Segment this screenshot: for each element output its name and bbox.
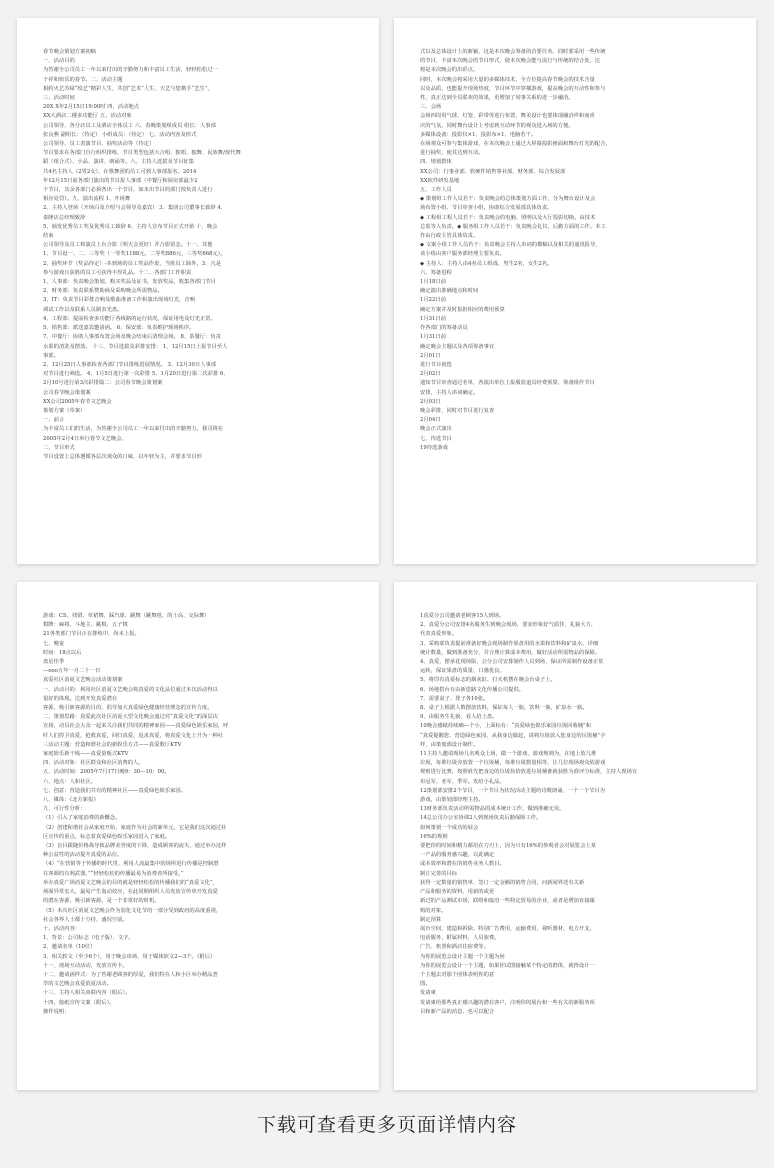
text-line: 三、活动时间 — [43, 95, 75, 102]
text-line: 布冠军、亚军、季军。发给小礼品。 — [420, 778, 505, 785]
text-line: 1、人事部：负责晚会策划，购买奖品及证书，发放奖品，收集各部门节目 — [43, 279, 216, 286]
text-line: 展台空间，建造和拆除，特别广告费用，运输费用，视听器材，电力开支， — [420, 925, 595, 932]
text-line: 游戏，由策划部经理主持。 — [420, 797, 484, 804]
text-line: 8、桌子上根据人数摆放饮料，保证每人一瓶，饮料一瓶，矿泉水一瓶。 — [420, 705, 588, 712]
text-line: 11主持人邀请现场几名观众上场，做一个游戏，游戏规则为，在地上放几堆 — [420, 751, 597, 758]
text-line: 五、工作人员 — [420, 187, 452, 194]
text-line: 为丰富员工们的生活，为答谢全公司员工一年以来付出的辛勤努力，我司将在 — [43, 426, 224, 433]
text-line: 的潜在客源，吸引新客源，是一个非常好的时机。 — [43, 898, 160, 905]
text-line: 4、工程部：提前检查多功能厅各线路的运行状况，保证用电及灯光正常。 — [43, 315, 216, 322]
text-line: 样，由策划部设计制作。 — [420, 741, 479, 748]
text-line: 电话服务，附属材料，人员旅费。 — [420, 935, 500, 942]
text-line: （4）“在营销等于传播的时代里，利用人流最集中的场所进行传播是控制潜 — [43, 861, 219, 868]
text-line: 个祥和快乐的春节。二、活动主题 — [43, 76, 123, 83]
text-line: 相应处罚）。九、演出流程 1、开场舞 — [43, 196, 131, 203]
text-line: 社会各界人士都十分持，盛况空前。 — [43, 916, 128, 923]
text-line: 棋牌：麻将、斗地主、跳棋、五子棋 — [43, 622, 128, 629]
text-line: 2月01日 — [420, 352, 441, 359]
text-line: 3、采购部负责提前准备好晚会现场制作果盘用的水果和饮料和矿泉水，详细 — [420, 640, 599, 647]
text-line: 在场观众可参与集体游戏，在本次晚会上通过大屏幕投影画面和舞台灯光的配合， — [420, 141, 611, 148]
text-line: 张良燕 副组长：（待定） 小组成员：（待定） 七、活动内容及形式 — [43, 131, 197, 138]
text-line: 为你的展览会设计一个主题，如果你试图接触某个特定的群体，就得设计一 — [420, 962, 595, 969]
text-line: 3、IT：负责节目彩排音响及歌曲准备工作和演出现场灯光、音响 — [43, 297, 196, 304]
text-line: 确定演出准确地点和时间 — [420, 288, 479, 295]
text-line: 六、地点：人和社区。 — [43, 778, 96, 785]
text-line: 1、背景：公司标志（电子版）、文字。 — [43, 935, 134, 942]
text-line: 策划方案（草案） — [43, 407, 86, 414]
text-line: 客源，吸引新客源的目的，倡导加大真爱绿色健康经营理念的宣传力度。 — [43, 705, 213, 712]
text-line: 庆的气氛，同时舞台设计上考虑到互动环节的观众进入场的方便。 — [420, 122, 574, 129]
text-line: 相约火艺苏绿“绘艺”精彩人生，共创“艺术”人生、天艺与您携手“艺生”。 — [43, 85, 213, 92]
text-line: （3）盲目跟随价格战导致品牌美誉度的下降，造成顾客的流失，通过举办这样 — [43, 843, 227, 850]
text-line: 该小组由客户服务部经理主要负责。 — [420, 251, 505, 258]
text-line: 5、将印有真爱标志的烟灰缸、打火机摆在晚会台桌子上。 — [420, 677, 556, 684]
text-line: ◆ 工程组工程人员若干：负责晚会的电脑、照明以及大厅投影切换。由技术 — [420, 214, 596, 221]
text-line: 四、规划群体 — [420, 159, 452, 166]
text-line: 三活动主题：营造和谐社会的新娱乐方式——真爱歌厅KTV — [43, 741, 182, 748]
text-line: 萃的文艺晚会真爱消夏活动。 — [43, 981, 112, 988]
text-line: 参与游戏且获胜的员工可获得丰厚礼品。十二、各部门工作职责 — [43, 269, 192, 276]
text-line: 共4名主持人（2男2女），在歌舞团的员工可到人事部报名。2014 — [43, 168, 197, 175]
text-line: 春节晚会策划方案初稿 — [43, 49, 96, 55]
text-line: 七、待选节目 — [420, 435, 452, 442]
text-line: 式以及总体设计上的新颖，这是本次晚会筹备的首要任务。同时要采用一些传统 — [420, 49, 606, 55]
text-line: 很好的体现。达到开发真爱潜在 — [43, 695, 118, 702]
text-line: 个节目，其余各部门必须各出一个节目，如未出节目的部门按负责人进行 — [43, 187, 213, 194]
text-line: 游戏：CS、找错、草裙舞、踩汽球、跳舞（跳舞毯、的士高、交际舞） — [43, 613, 210, 619]
text-line: 确定方案并及时报批相应的费用预算 — [420, 306, 505, 313]
text-line: 20X X年2月15日19:00时 四、活动地点 — [43, 104, 139, 111]
text-line: 制定预算 — [420, 916, 442, 923]
text-line: 4、真爱、摆承花现场版，公分公司安排制作人员到场，保证所需制作设备正常 — [420, 659, 604, 666]
text-line: （2）创建和谐社会从家庭开始，家庭作为社会的新单元，它是我们这次通过社 — [43, 824, 227, 831]
text-line: 蹈（组合式）、小品、演讲、朗诵等。八、主持人选拔及节目征集 — [43, 159, 194, 166]
text-line: 5、颁发优秀员工奖及优秀员工致辞 6、主持人宣布节目正式开始 十、晚会 — [43, 223, 218, 230]
text-line: 安排，主持人串词确定。 — [420, 389, 479, 396]
text-line: 一、活动目的 — [43, 58, 75, 65]
text-line: 图。 — [420, 981, 431, 988]
text-line: 操作说明： — [43, 1008, 70, 1015]
text-line: 2、财务部：负责联系赞助商及采购晚会所需物品。 — [43, 288, 163, 295]
text-line: 三、会场 — [420, 104, 442, 111]
text-line: 16%的规则 — [420, 833, 448, 840]
text-line: 一、前言 — [43, 417, 65, 424]
text-line: 2月04日 — [420, 417, 441, 424]
text-line: 宣扬，动员社会大众一起来关注我们共同的精神家园——真爱绿色娱乐家园，呼 — [43, 723, 229, 730]
text-line: 吁人们捍卫真爱，抢救真爱，回归真爱，追求真爱，将真爱文化上升为一种社 — [43, 732, 224, 739]
text-line: 2、12月25日人事部检查各部门节目排练进展情况。 3、12月30日人事部 — [43, 361, 217, 368]
text-line: “真爱提醒您，营造绿色家园，从我身边做起，请将垃圾放入您身边的垃圾桶”字 — [420, 732, 606, 739]
text-line: 十四、接纸宣传文案（附后）。 — [43, 999, 115, 1006]
document-page-2 — [394, 18, 756, 564]
text-line: 区宣传的重点，标志着真爱绿色娱乐家园进入了家庭。 — [43, 833, 171, 840]
text-line: 多媒体设备：投影仪×1、投影布×1、电脑若干。 — [420, 131, 537, 138]
text-line: 制订完善的目标 — [420, 870, 458, 877]
text-line: 十二、邀请函样式：为了答谢老顾客的厚爱，我们特在人和小区举办精品荟 — [43, 971, 218, 978]
text-line: 作由行政主管具体负责。 — [420, 233, 479, 240]
text-line: 2、真爱分公司安排4名服务生到晚会现场，要求形象好气质佳，礼貌大方， — [420, 622, 597, 629]
text-line: 发请柬给那些真正感兴趣的潜在客户，注明你的展台和一些有关的新服务项 — [420, 999, 595, 1006]
text-line: 二、节目形式 — [43, 444, 75, 451]
text-line: 9、由服务生礼貌，看人给上盘。 — [420, 714, 498, 721]
text-line: ◆ 策划组工作人员若干：负责晚会的总体策划方面工作，分为舞台设计及会 — [420, 196, 596, 203]
text-line: 将是本次晚会的出彩点。 — [420, 67, 479, 74]
text-line: 四、活动对象：社区群众和社区消费的人。 — [43, 760, 144, 767]
text-line: 进行抽奖，使其达到互动。 — [420, 150, 484, 157]
text-line: 七、创意：营造我们共有的精神社区——真爱绿色娱乐家园。 — [43, 787, 187, 794]
text-line: 5、销售部：派送嘉宾邀请函。 6、保安部：负责维护现场秩序。 — [43, 325, 195, 332]
text-line: 通知节目审查通过名单，各演出单位上报服装道具经费预算，筹备组作节目 — [420, 380, 595, 387]
text-line: 时间：18点以后 — [43, 649, 82, 656]
text-line: 19待选游戏 — [420, 444, 448, 451]
text-line: 2月02日 — [420, 371, 441, 378]
text-line: ◆ 文案小组工作人员若干：负责晚会主持人串词的撰稿以及相关的通讯报导， — [420, 242, 601, 249]
text-line: 总监等人负责。◆ 服务组工作人员若干：负责晚会礼仪、后勤方面的工作。本工 — [420, 223, 606, 230]
text-line: 盘星佳季 — [43, 659, 65, 666]
text-line: 2005年2月4日举行春节文艺晚会。 — [43, 435, 127, 442]
document-page-3 — [17, 582, 379, 1090]
text-line: 发请柬 — [420, 990, 436, 997]
text-line: 公司领导、员工表演节目、抽奖活动等（待定） — [43, 141, 155, 148]
text-line: 6、场地搭台有由新恩路文化传播公司提供。 — [420, 686, 525, 693]
text-line: 作各部门的筹备动员 — [420, 325, 468, 332]
text-line: 场布置小组、节目审查小组，协助综合发展部具体负责。 — [420, 205, 553, 212]
text-line: 2月03日 — [420, 398, 441, 405]
text-line: XX公司：行事业部、软硬件销售事业部、财务部、综合发展部 — [420, 168, 566, 175]
text-line: 13财务部负责活动所需物品的成本统计工作，做到准确无误。 — [420, 806, 565, 813]
text-line: 3、相关软文（至少6个），用于晚会串场，用于媒体软文2—3个。（附后） — [43, 953, 216, 960]
text-line: 二、策划思路：真爱此次社区消夏大型文化晚会通过对“真爱文化”的深层次 — [43, 714, 218, 721]
text-line: 七、晚宴 — [43, 640, 65, 647]
text-line: 年12月15日前各部门演出的节目报人事部（中餐厅和厨房部最少2 — [43, 177, 198, 184]
text-line: XX大酒店二楼多功能厅 五、活动对象 — [43, 113, 132, 120]
text-line: 五、活动时间：2005年7月17日晚9：30—10：00。 — [43, 769, 170, 776]
text-line: 晚会正式演出 — [420, 426, 452, 433]
text-line: 代表真爱形象。 — [420, 631, 458, 638]
text-line: 获得一定数量的销售单、签订一定金额的销售合同，问新闻界送有关新 — [420, 879, 585, 886]
text-line: 统计数量，做到准备充分，并合理计算成本费用，做好活动所需物品的保障。 — [420, 649, 601, 656]
text-line: 运转，保证果盘的质量、口感优良。 — [420, 668, 505, 675]
text-line: 同时，本次晚会将采用大量的多媒体技术，全方位提高春节晚会的技术含量 — [420, 76, 595, 83]
text-line: 21各类部门节目正在排练中，尚未上报。 — [43, 631, 140, 638]
text-line: XX公司2005年春节文艺晚会 — [43, 398, 112, 405]
text-line: 泰隆店总经理致辞 — [43, 214, 86, 221]
text-line: 1月22日前 — [420, 297, 447, 304]
text-line: ---ooo五年一月二十一日 — [43, 668, 101, 675]
text-line: 10晚会感纸持续嘀—个小，上面标有：“真爱绿色娱乐家园垃圾回收桶”和 — [420, 723, 592, 730]
text-line: 一产品的服务感兴趣，以此确定 — [420, 852, 495, 859]
text-line: 公司领导、各分店员工及酒店全体员工 六、春晚策划组成员 组长：人事部 — [43, 122, 216, 129]
text-line: 对节目进行筛选。 4、1月5日进行第一次彩排 5、1月20日进行第二次彩排 6、 — [43, 371, 229, 378]
text-line: 1真爱分公司邀请老顾客15人到场。 — [420, 613, 505, 619]
text-line: 为答谢全公司员工一年以来付出的辛勤努力和丰富员工生活，轻轻松松过一 — [43, 67, 218, 74]
text-line: 新过的产品测试市场，联络和接洽一些特定贸易的企业，或者是增加直接邮 — [420, 898, 595, 905]
text-line: 在客源的有利武器，”“轻轻松松的传播最易为消费者所接受。” — [43, 870, 184, 877]
text-line: 要把你的时间和精力都用在刀刃上，因为只有16%的参观者会对展览会上某 — [420, 843, 596, 850]
text-line: 2、邀请名单（10位） — [43, 944, 96, 951]
text-line: 1月31日前 — [420, 334, 447, 341]
text-line: （5）本次社区消夏文艺晚会作为弱化文化节的一部分受到政府的高度重视， — [43, 907, 222, 914]
text-line: 1月18日前 — [420, 279, 447, 286]
text-line: 六、筹备进程 — [420, 269, 452, 276]
text-line: 结束 — [43, 233, 54, 240]
text-line: 2、主持人登场（开场白及介绍与会领导及嘉宾） 3、集团公司董事长致辞 4、 — [43, 205, 226, 212]
text-line: 14总公司办公室协调2人到现场负责后勤保障工作。 — [420, 815, 542, 822]
text-line: （1）引入了家庭消费的新概念。 — [43, 815, 121, 822]
document-page-4 — [394, 582, 756, 1090]
text-line: 购的对象。 — [420, 907, 447, 914]
text-line: 12策划部安排2个节目，一个节目为状况活动主题的诗歌朗诵，一个一个节目为 — [420, 787, 605, 794]
text-line: 事部。 — [43, 352, 59, 359]
text-line: 水果的清洗及摆放。 十三、节目选拔及彩排安排： 1、12月15日上报节目至人 — [43, 343, 228, 350]
text-line: 十三、主持人相关串联内容（附后）。 — [43, 990, 131, 997]
text-line: 产品和服务的资料，用新的或更 — [420, 889, 495, 896]
download-more-prompt[interactable]: 下载可查看更多页面详情内容 — [256, 1114, 517, 1136]
text-line: 十一、现场互动活动，发放宣传卡。 — [43, 962, 128, 969]
text-line: 公司春节晚会策划案 — [43, 389, 91, 396]
text-line: 如何策划一个成功的展会 — [420, 824, 479, 831]
text-line: 性，真正达到全员联欢的效果，更增加了同事关系的进一步融洽。 — [420, 95, 574, 102]
text-line: 1、节目设一、二、三等奖（一等奖1188元，二等奖886元，三等奖668元）。 — [43, 251, 226, 258]
text-line: 九、可行性分析： — [43, 806, 86, 813]
text-line: 节目要求在各部门自行组织排练，节目类型包括大合唱、独唱、独舞、民族舞/现代舞 — [43, 150, 241, 157]
text-line: 十、活动内容： — [43, 925, 81, 932]
text-line: 广告、机票和酒店住宿费等。 — [420, 944, 489, 951]
text-line: 2月10号进行第3次彩排篇二：公司春节晚会策划案 — [43, 380, 163, 387]
text-line: 种公益性的活动提升真爱的品位。 — [43, 852, 123, 859]
text-line: 家庭娱乐新干线——真爱量贩式KTV — [43, 751, 129, 758]
text-line: 为你的展览会设计主题一个主题为何 — [420, 953, 505, 960]
text-line: 目和新产品的消息，也可以配合 — [420, 1008, 495, 1015]
text-line: 八、媒体：《北方新报》 — [43, 797, 99, 804]
text-line: 7、需要桌子、凳子各10张。 — [420, 695, 489, 702]
text-line: 真爱社区消夏文艺晚会活动策划案 — [43, 677, 123, 684]
text-line: 以及品质，也能提升现场热度，节目环节中穿插游戏，提高晚会的互动性和参与 — [420, 85, 606, 92]
text-line: 场面异常宏大，最易产生轰动效应，在此同期组织人员发放宣传单开发真爱 — [43, 889, 218, 896]
text-line: 进行节目初选 — [420, 361, 452, 368]
text-line: 个主题去对那个团体表明你的意 — [420, 971, 495, 978]
text-line: 调试工作以及联系人员制表光盘。 — [43, 306, 123, 313]
text-line: XX软件研发基地 — [420, 177, 460, 184]
text-line: 2、抽奖环节（奖品待定）-本到场的员工奖品作废，当班员工除外。3、凡是 — [43, 260, 222, 267]
text-line: 节目设置上总体遵循各层次观众的口味，以年轻为主，并要求节目形 — [43, 453, 202, 460]
text-line: 的节目，丰富本次晚会的节目形式，使本次晚会能与流行与传统的结合处，达 — [420, 58, 601, 65]
text-line: 晚会彩排，同时对节目进行复查 — [420, 407, 495, 414]
text-line: 会场四周用气球、灯笼、彩带等进行布置，舞美设计也要体现融洽祥和而喜 — [420, 113, 595, 120]
text-line: 1月31日前 — [420, 315, 447, 322]
document-page-1 — [17, 18, 379, 564]
text-line: 公司领导及员工和演员上台合影（明天会更好）并合影留念。十一、其他 — [43, 242, 213, 249]
text-line: 举办真爱广场消夏文艺晚会的目的就是轻轻松松的传播我们的“真爱文化”， — [43, 879, 218, 886]
text-line: 成本效率和潜在的销售业务人数目。 — [420, 861, 505, 868]
text-line: 确定晚会主题以及各项筹备事宜 — [420, 343, 495, 350]
text-line: 规则进行比赛，按照谁先把身边的垃圾捡拾放进垃圾桶谁就获胜为准评分标准，主持人现场宣 — [420, 769, 638, 776]
text-line: 一、活动目的：利用社区消夏文艺晚会将真爱的文化品位通过本次活动得以 — [43, 686, 218, 693]
text-line: 7、中餐厅：协助人事部布置会场及晚会结束后清理会场。 8、茶餐厅：负责 — [43, 334, 221, 341]
text-line: ◆ 主持人：主持人由4名员工组成，男生2名，女生2名。 — [420, 260, 553, 267]
text-line: 垃圾，每堆垃圾旁放置一个垃圾桶，每堆垃圾数量相等，让几位现场观众依游戏 — [420, 760, 606, 767]
